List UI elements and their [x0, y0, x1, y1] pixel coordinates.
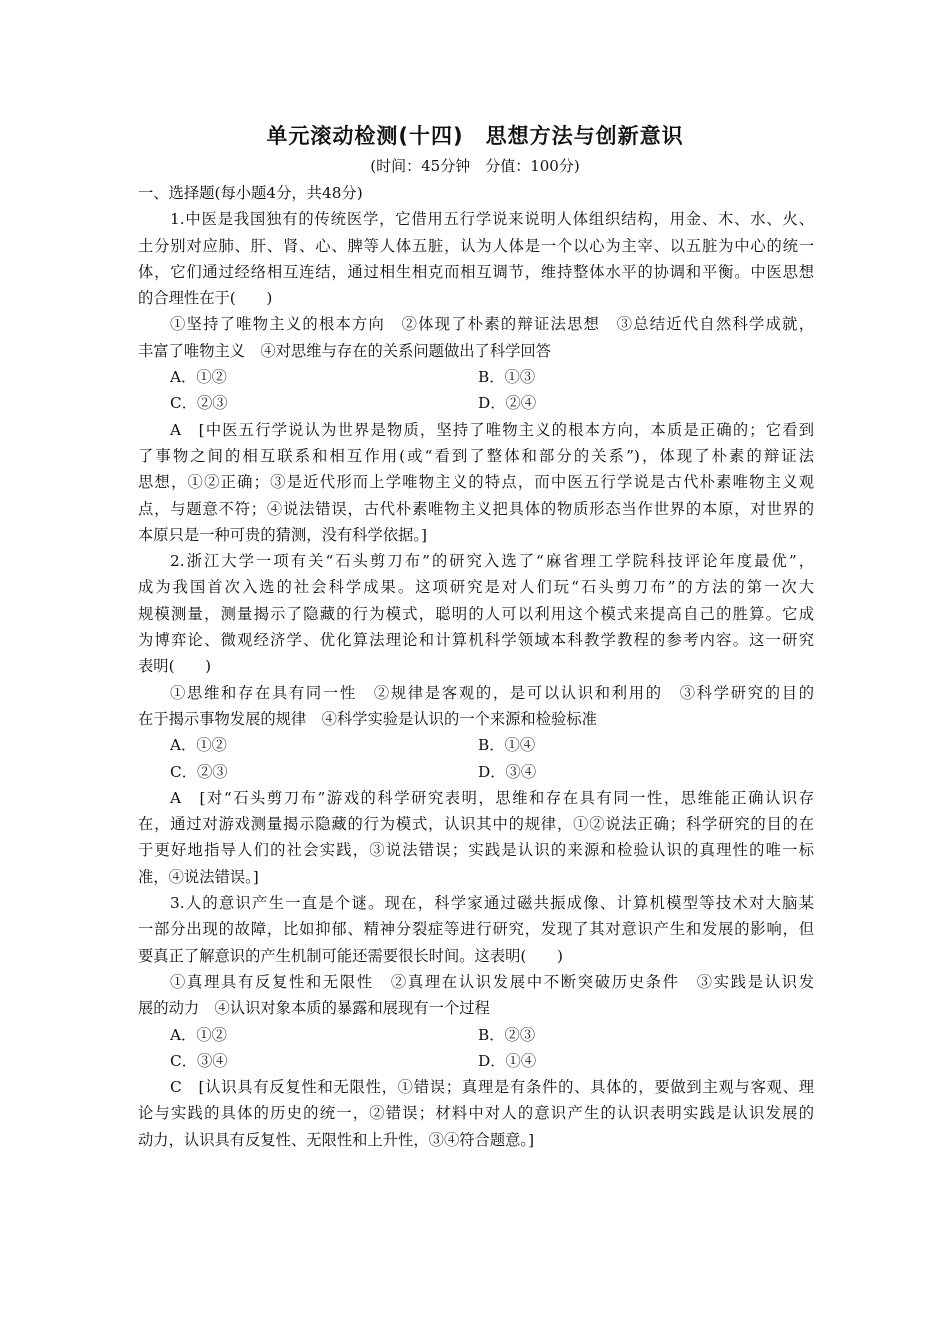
statement-line: ①坚持了唯物主义的根本方向 ②体现了朴素的辩证法思想 ③总结近代自然科学成就， — [170, 315, 814, 334]
question-stem-line: 体，它们通过经络相互连结，通过相生相克而相互调节，维持整体水平的协调和平衡。中医思想 — [138, 262, 814, 281]
option-c: C．③④ — [170, 1051, 228, 1070]
answer-line: 动力，认识具有反复性、无限性和上升性，③④符合题意。] — [138, 1130, 535, 1149]
question-stem-line: 规模测量，测量揭示了隐藏的行为模式，聪明的人可以利用这个模式来提高自己的胜算。它成 — [138, 604, 814, 623]
answer-line: C [认识具有反复性和无限性，①错误；真理是有条件的、具体的，要做到主观与客观、理 — [170, 1078, 814, 1097]
options-row — [138, 1048, 814, 1074]
question-stem-line: 的合理性在于( ) — [138, 289, 273, 308]
option-d: D．①④ — [478, 1051, 537, 1070]
option-a: A．①② — [170, 1025, 227, 1044]
question-1 — [138, 206, 814, 548]
question-3 — [138, 890, 814, 1153]
question-stem-line: 要真正了解意识的产生机制可能还需要很长时间。这表明( ) — [138, 946, 563, 965]
statement-line: 丰富了唯物主义 ④对思维与存在的关系问题做出了科学回答 — [138, 341, 552, 360]
question-stem-line: 成为我国首次入选的社会科学成果。这项研究是对人们玩“石头剪刀布”的方法的第一次大 — [138, 578, 814, 597]
answer-line: 于更好地指导人们的社会实践，③说法错误；实践是认识的来源和检验认识的真理性的唯一标 — [138, 841, 814, 860]
option-c: C．②③ — [170, 394, 228, 413]
options-row — [138, 390, 814, 416]
page-title: 单元滚动检测(十四) 思想方法与创新意识 — [266, 124, 684, 148]
question-stem-line: 1.中医是我国独有的传统医学，它借用五行学说来说明人体组织结构，用金、木、水、火、 — [170, 210, 814, 229]
option-b: B．②③ — [478, 1025, 536, 1044]
section-heading: 一、选择题(每小题4分，共48分) — [138, 184, 363, 202]
question-stem-line: 2.浙江大学一项有关“石头剪刀布”的研究入选了“麻省理工学院科技评论年度最优”， — [170, 552, 814, 571]
question-stem-line: 一部分出现的故障，比如抑郁、精神分裂症等进行研究，发现了其对意识产生和发展的影响，但 — [138, 920, 814, 939]
option-b: B．①④ — [478, 736, 536, 755]
answer-line: 准，④说法错误。] — [138, 867, 259, 886]
answer-line: A [对“石头剪刀布”游戏的科学研究表明，思维和存在具有同一性，思维能正确认识存 — [170, 788, 814, 807]
answer-line: 论与实践的具体的历史的统一，②错误；材料中对人的意识产生的认识表明实践是认识发展的 — [138, 1104, 814, 1123]
question-2 — [138, 548, 814, 890]
options-row — [138, 1022, 814, 1048]
exam-info: (时间：45分钟 分值：100分) — [370, 157, 580, 175]
statement-line: ①真理具有反复性和无限性 ②真理在认识发展中不断突破历史条件 ③实践是认识发 — [170, 972, 814, 991]
question-stem-line: 土分别对应肺、肝、肾、心、脾等人体五脏，认为人体是一个以心为主宰、以五脏为中心的统一 — [138, 236, 814, 255]
content — [138, 180, 814, 1153]
option-a: A．①② — [170, 368, 227, 387]
options-row — [138, 364, 814, 390]
question-stem-line: 表明( ) — [138, 657, 212, 676]
option-c: C．②③ — [170, 762, 228, 781]
question-stem-line: 3.人的意识产生一直是个谜。现在，科学家通过磁共振成像、计算机模型等技术对大脑某 — [170, 894, 814, 913]
options-row — [138, 759, 814, 785]
answer-line: 点，与题意不符；④说法错误，古代朴素唯物主义把具体的物质形态当作世界的本原，对世界的 — [138, 499, 814, 518]
statement-line: 在于揭示事物发展的规律 ④科学实验是认识的一个来源和检验标准 — [138, 709, 597, 728]
statement-line: ①思维和存在具有同一性 ②规律是客观的，是可以认识和利用的 ③科学研究的目的 — [170, 683, 814, 702]
answer-line: 思想，①②正确；③是近代形而上学唯物主义的特点，而中医五行学说是古代朴素唯物主义观 — [138, 473, 814, 492]
answer-line: 在，通过对游戏测量揭示隐藏的行为模式，认识其中的规律，①②说法正确；科学研究的目的在 — [138, 815, 814, 834]
answer-line: 了事物之间的相互联系和相互作用(或“看到了整体和部分的关系”)，体现了朴素的辩证法 — [138, 446, 814, 465]
answer-line: A [中医五行学说认为世界是物质，坚持了唯物主义的根本方向，本质是正确的；它看到 — [170, 420, 814, 439]
options-row — [138, 732, 814, 758]
option-d: D．②④ — [478, 394, 537, 413]
answer-line: 本原只是一种可贵的猜测，没有科学依据。] — [138, 525, 427, 544]
question-stem-line: 为博弈论、微观经济学、优化算法理论和计算机科学领域本科教学教程的参考内容。这一研究 — [138, 631, 814, 650]
option-d: D．③④ — [478, 762, 537, 781]
option-a: A．①② — [170, 736, 227, 755]
statement-line: 展的动力 ④认识对象本质的暴露和展现有一个过程 — [138, 999, 490, 1018]
option-b: B．①③ — [478, 368, 536, 387]
